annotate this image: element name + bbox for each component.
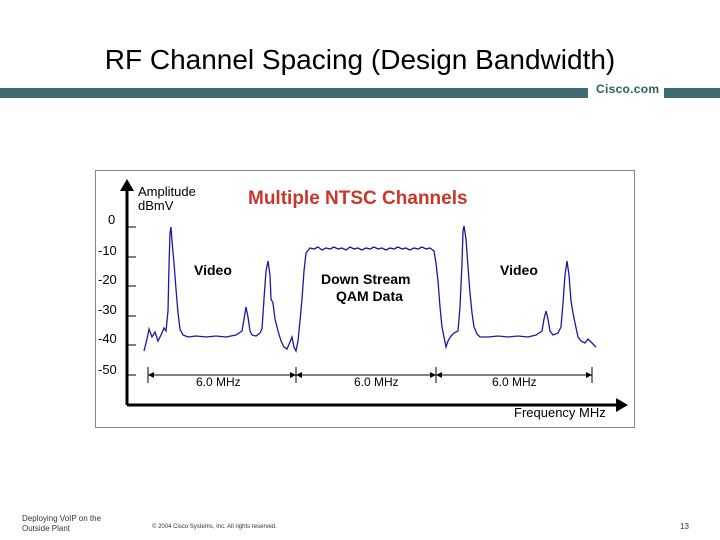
page-number: 13	[680, 522, 689, 531]
spacing-label: 6.0 MHz	[196, 375, 241, 389]
x-axis-arrow	[616, 398, 628, 412]
footer-deck-title	[22, 514, 101, 534]
y-axis-unit: dBmV	[138, 198, 174, 213]
title-bar-right-band	[664, 88, 720, 98]
spacing-arrow	[436, 372, 442, 378]
label-downstream-line2: QAM Data	[336, 288, 403, 304]
y-tick-label: -10	[98, 243, 117, 258]
spacing-arrow	[430, 372, 436, 378]
label-downstream-line1: Down Stream	[321, 271, 411, 287]
spacing-arrow	[290, 372, 296, 378]
spacing-arrow	[586, 372, 592, 378]
y-tick-label: -20	[98, 272, 117, 287]
y-tick-label: -40	[98, 331, 117, 346]
spacing-label: 6.0 MHz	[354, 375, 399, 389]
y-tick-label: -50	[98, 362, 117, 377]
spacing-arrow	[148, 372, 154, 378]
x-axis-label: Frequency MHz	[514, 405, 606, 420]
y-tick-label: -30	[98, 302, 117, 317]
label-video-right: Video	[500, 262, 538, 278]
title-bar-left-band	[0, 88, 588, 98]
footer-line-1: Deploying VoIP on the	[22, 514, 102, 523]
brand-logo: Cisco.com	[596, 82, 660, 96]
spacing-label: 6.0 MHz	[492, 375, 537, 389]
slide-title: RF Channel Spacing (Design Bandwidth)	[104, 44, 616, 75]
diagram-heading: Multiple NTSC Channels	[248, 188, 468, 209]
y-axis-label: Amplitude	[138, 184, 196, 199]
label-video-left: Video	[194, 262, 232, 278]
y-tick-label: 0	[108, 212, 116, 227]
spacing-arrow	[296, 372, 302, 378]
spectrum-figure	[95, 170, 635, 428]
y-axis-arrow	[120, 179, 134, 191]
footer-line-2: Outside Plant	[22, 524, 71, 533]
footer-copyright: © 2004 Cisco Systems, Inc. All rights reserved.	[152, 524, 277, 530]
spectrum-diagram-svg	[96, 171, 634, 427]
